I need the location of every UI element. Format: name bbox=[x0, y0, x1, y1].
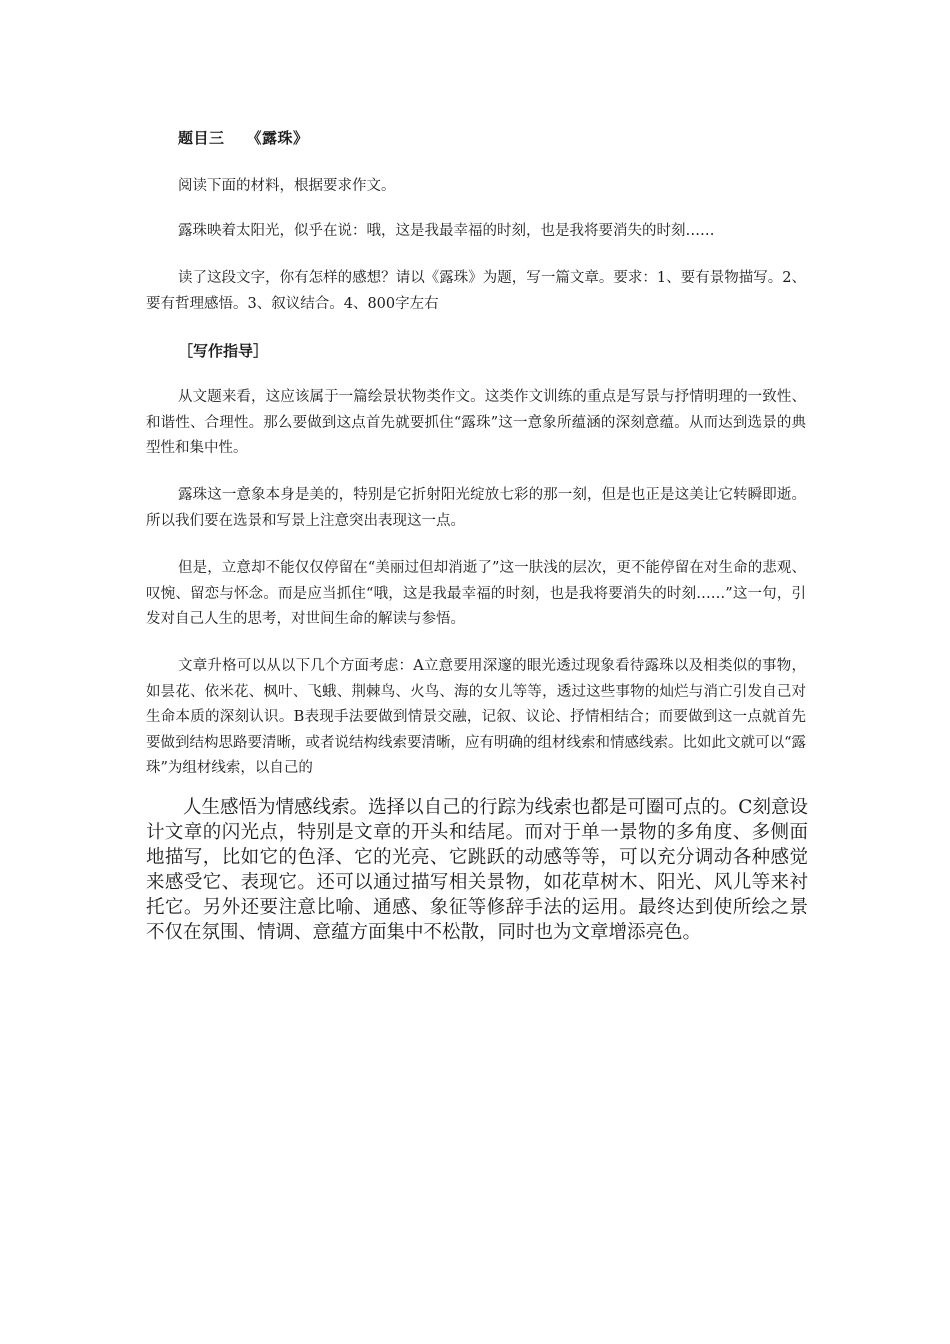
instruction-paragraph: 阅读下面的材料，根据要求作文。 bbox=[178, 178, 396, 194]
guidance-paragraph-2: 露珠这一意象本身是美的，特别是它折射阳光绽放七彩的那一刻，但是也正是这美让它转瞬即逝。所以我们要在选景和写景上注意突出表现这一点。 bbox=[146, 487, 806, 529]
title-name: 《露珠》 bbox=[246, 129, 309, 147]
material-paragraph: 露珠映着太阳光，似乎在说：哦，这是我最幸福的时刻，也是我将要消失的时刻…… bbox=[178, 223, 715, 239]
guidance-paragraph-4: 文章升格可以从以下几个方面考虑：A立意要用深邃的眼光透过现象看待露珠以及相类似的事物，如昙花、依米花、枫叶、飞蛾、荆棘鸟、火鸟、海的女儿等等，透过这些事物的灿烂与消亡引发自己对生命本质的深刻认识。B表现手法要做到情景交融，记叙、议论、抒情相结合；而要做到这一点就首先要做到结构思路要清晰，或者说结构线索要清晰，应有明确的组材线索和情感线索。比如此文就可以“露珠”为组材线索，以自己的 bbox=[146, 658, 806, 776]
essay-title bbox=[178, 127, 309, 149]
continued-paragraph: 人生感悟为情感线索。选择以自己的行踪为线索也都是可圈可点的。C刻意设计文章的闪光点，特别是文章的开头和结尾。而对于单一景物的多角度、多侧面地描写，比如它的色泽、它的光亮、它跳跃的动感等等，可以充分调动各种感觉来感受它、表现它。还可以通过描写相关景物，如花草树木、阳光、风儿等来衬托它。另外还要注意比喻、通感、象征等修辞手法的运用。最终达到使所绘之景不仅在氛围、情调、意蕴方面集中不松散，同时也为文章增添亮色。 bbox=[146, 797, 808, 943]
requirement-paragraph: 读了这段文字，你有怎样的感想？请以《露珠》为题，写一篇文章。要求：1、要有景物描写。2、要有哲理感悟。3、叙议结合。4、800字左右 bbox=[146, 270, 806, 312]
title-label: 题目三 bbox=[178, 129, 225, 147]
guidance-heading: ［写作指导］ bbox=[178, 342, 269, 360]
guidance-paragraph-3: 但是，立意却不能仅仅停留在“美丽过但却消逝了”这一肤浅的层次，更不能停留在对生命的悲观、叹惋、留恋与怀念。而是应当抓住“哦，这是我最幸福的时刻，也是我将要消失的时刻……”这一句，引发对自己人生的思考，对世间生命的解读与参悟。 bbox=[146, 560, 806, 627]
guidance-paragraph-1: 从文题来看，这应该属于一篇绘景状物类作文。这类作文训练的重点是写景与抒情明理的一致性、和谐性、合理性。那么要做到这点首先就要抓住“露珠”这一意象所蕴涵的深刻意蕴。从而达到选景的典型性和集中性。 bbox=[146, 389, 806, 456]
